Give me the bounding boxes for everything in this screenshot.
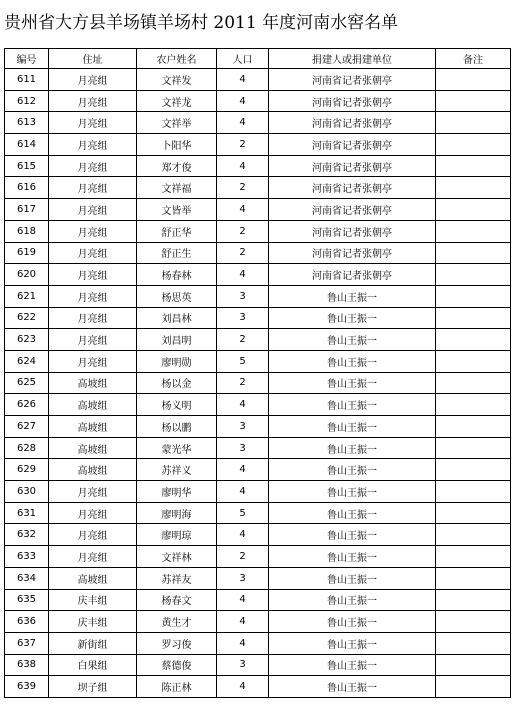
cell-remarks [436,567,511,589]
header-row [5,49,511,69]
cell-remarks [436,459,511,481]
cell-household-name: 郑才俊 [137,155,217,177]
cell-donor: 河南省记者张朝亭 [269,155,436,177]
cell-population: 4 [217,69,269,91]
cell-address: 月亮组 [49,242,137,264]
cell-population: 2 [217,546,269,568]
cell-household-name: 罗习俊 [137,632,217,654]
cell-remarks [436,90,511,112]
cell-address: 庆丰组 [49,589,137,611]
cell-population: 2 [217,329,269,351]
cell-donor: 鲁山王振一 [269,372,436,394]
cell-donor: 河南省记者张朝亭 [269,112,436,134]
cell-remarks [436,502,511,524]
cell-remarks [436,69,511,91]
cell-donor: 鲁山王振一 [269,329,436,351]
cell-remarks [436,481,511,503]
cell-population: 2 [217,177,269,199]
cell-remarks [436,350,511,372]
cell-remarks [436,220,511,242]
cell-remarks [436,416,511,438]
table-row [5,220,511,242]
cell-remarks [436,199,511,221]
cell-household-name: 黄生才 [137,611,217,633]
table-row [5,632,511,654]
table-row [5,264,511,286]
cell-address: 高坡组 [49,394,137,416]
cell-remarks [436,632,511,654]
cell-remarks [436,524,511,546]
cell-population: 2 [217,220,269,242]
table-row [5,459,511,481]
cell-remarks [436,589,511,611]
cell-remarks [436,307,511,329]
cell-remarks [436,437,511,459]
cell-remarks [436,242,511,264]
cell-number: 633 [5,546,49,568]
cell-population: 4 [217,524,269,546]
cell-address: 新街组 [49,632,137,654]
cell-address: 月亮组 [49,177,137,199]
cell-number: 614 [5,134,49,156]
cell-number: 634 [5,567,49,589]
cell-remarks [436,654,511,676]
cell-remarks [436,611,511,633]
cell-remarks [436,676,511,698]
cell-address: 月亮组 [49,220,137,242]
table-row [5,416,511,438]
cell-number: 636 [5,611,49,633]
cell-number: 616 [5,177,49,199]
cell-remarks [436,112,511,134]
table-row [5,155,511,177]
table-row [5,654,511,676]
cell-population: 3 [217,285,269,307]
table-row [5,112,511,134]
cell-household-name: 文祥龙 [137,90,217,112]
table-row [5,177,511,199]
cell-number: 621 [5,285,49,307]
cell-number: 635 [5,589,49,611]
cell-number: 613 [5,112,49,134]
cell-address: 月亮组 [49,134,137,156]
cell-household-name: 文皆举 [137,199,217,221]
cell-household-name: 卜阳华 [137,134,217,156]
table-row [5,567,511,589]
cell-address: 月亮组 [49,69,137,91]
cell-population: 2 [217,134,269,156]
cell-household-name: 文祥林 [137,546,217,568]
cell-donor: 河南省记者张朝亭 [269,242,436,264]
header-address: 住址 [49,49,137,69]
table-header [5,49,511,69]
cell-population: 4 [217,112,269,134]
cell-household-name: 苏祥友 [137,567,217,589]
cell-household-name: 廖明勋 [137,350,217,372]
cell-donor: 河南省记者张朝亭 [269,69,436,91]
cell-address: 月亮组 [49,112,137,134]
table-row [5,481,511,503]
cell-donor: 鲁山王振一 [269,676,436,698]
cell-address: 高坡组 [49,372,137,394]
cell-population: 4 [217,481,269,503]
cell-number: 611 [5,69,49,91]
cell-donor: 河南省记者张朝亭 [269,90,436,112]
table-row [5,502,511,524]
cell-donor: 鲁山王振一 [269,437,436,459]
cell-number: 626 [5,394,49,416]
cell-address: 庆丰组 [49,611,137,633]
cell-population: 3 [217,416,269,438]
table-row [5,611,511,633]
cell-remarks [436,177,511,199]
table-body [5,69,511,698]
header-donor: 捐建人或捐建单位 [269,49,436,69]
cell-household-name: 杨义明 [137,394,217,416]
cell-household-name: 杨以鹏 [137,416,217,438]
header-population: 人口 [217,49,269,69]
cell-address: 月亮组 [49,546,137,568]
table-row [5,350,511,372]
cell-population: 3 [217,437,269,459]
cell-donor: 河南省记者张朝亭 [269,199,436,221]
table-row [5,546,511,568]
cell-household-name: 蔡德俊 [137,654,217,676]
cell-donor: 河南省记者张朝亭 [269,264,436,286]
cell-population: 3 [217,307,269,329]
table-row [5,437,511,459]
cell-donor: 鲁山王振一 [269,307,436,329]
cell-household-name: 蒙光华 [137,437,217,459]
header-remarks: 备注 [436,49,511,69]
cell-household-name: 杨思英 [137,285,217,307]
cell-population: 4 [217,632,269,654]
cell-number: 638 [5,654,49,676]
cell-household-name: 廖明海 [137,502,217,524]
cell-address: 高坡组 [49,416,137,438]
cell-number: 630 [5,481,49,503]
cell-population: 4 [217,155,269,177]
cell-donor: 鲁山王振一 [269,459,436,481]
cell-address: 月亮组 [49,524,137,546]
table-row [5,394,511,416]
cell-donor: 鲁山王振一 [269,654,436,676]
cell-remarks [436,372,511,394]
cell-donor: 鲁山王振一 [269,394,436,416]
cell-number: 620 [5,264,49,286]
cell-population: 5 [217,502,269,524]
cell-number: 629 [5,459,49,481]
cell-household-name: 文祥发 [137,69,217,91]
cell-address: 月亮组 [49,285,137,307]
cell-household-name: 杨春文 [137,589,217,611]
cell-address: 月亮组 [49,90,137,112]
cell-donor: 河南省记者张朝亭 [269,220,436,242]
cell-population: 4 [217,394,269,416]
cell-address: 高坡组 [49,437,137,459]
cell-population: 3 [217,654,269,676]
cell-population: 4 [217,676,269,698]
cell-population: 2 [217,372,269,394]
water-cellar-list-table [4,48,511,698]
cell-number: 615 [5,155,49,177]
cell-remarks [436,134,511,156]
cell-donor: 鲁山王振一 [269,632,436,654]
cell-address: 月亮组 [49,481,137,503]
cell-address: 高坡组 [49,567,137,589]
cell-population: 4 [217,199,269,221]
cell-number: 628 [5,437,49,459]
cell-number: 612 [5,90,49,112]
cell-population: 4 [217,90,269,112]
cell-donor: 河南省记者张朝亭 [269,177,436,199]
cell-household-name: 文祥举 [137,112,217,134]
cell-remarks [436,329,511,351]
cell-household-name: 廖明华 [137,481,217,503]
table-row [5,69,511,91]
cell-population: 3 [217,567,269,589]
cell-household-name: 舒正华 [137,220,217,242]
cell-population: 5 [217,350,269,372]
cell-address: 高坡组 [49,459,137,481]
cell-donor: 鲁山王振一 [269,611,436,633]
cell-population: 4 [217,459,269,481]
cell-address: 月亮组 [49,502,137,524]
cell-address: 月亮组 [49,155,137,177]
cell-address: 白果组 [49,654,137,676]
cell-number: 632 [5,524,49,546]
cell-remarks [436,155,511,177]
cell-household-name: 苏祥义 [137,459,217,481]
cell-household-name: 杨春林 [137,264,217,286]
cell-number: 623 [5,329,49,351]
cell-address: 月亮组 [49,199,137,221]
cell-household-name: 刘昌明 [137,329,217,351]
table-row [5,329,511,351]
cell-population: 4 [217,264,269,286]
cell-address: 月亮组 [49,264,137,286]
table-row [5,676,511,698]
cell-address: 月亮组 [49,307,137,329]
header-number: 编号 [5,49,49,69]
table-row [5,285,511,307]
cell-address: 坝子组 [49,676,137,698]
cell-household-name: 杨以金 [137,372,217,394]
cell-household-name: 廖明琼 [137,524,217,546]
table-row [5,242,511,264]
cell-donor: 鲁山王振一 [269,285,436,307]
cell-number: 627 [5,416,49,438]
cell-number: 624 [5,350,49,372]
document-title: 贵州省大方县羊场镇羊场村 2011 年度河南水窖名单 [4,13,399,33]
table-row [5,372,511,394]
cell-population: 4 [217,611,269,633]
cell-population: 4 [217,589,269,611]
cell-number: 622 [5,307,49,329]
cell-household-name: 陈正林 [137,676,217,698]
cell-remarks [436,264,511,286]
cell-donor: 鲁山王振一 [269,567,436,589]
cell-household-name: 文祥福 [137,177,217,199]
cell-number: 631 [5,502,49,524]
cell-donor: 鲁山王振一 [269,589,436,611]
cell-household-name: 舒正生 [137,242,217,264]
cell-household-name: 刘昌林 [137,307,217,329]
header-household-name: 农户姓名 [137,49,217,69]
cell-number: 639 [5,676,49,698]
cell-address: 月亮组 [49,350,137,372]
cell-donor: 鲁山王振一 [269,481,436,503]
cell-number: 618 [5,220,49,242]
table-row [5,589,511,611]
cell-number: 617 [5,199,49,221]
table-row [5,90,511,112]
cell-donor: 河南省记者张朝亭 [269,134,436,156]
cell-number: 637 [5,632,49,654]
cell-number: 625 [5,372,49,394]
cell-donor: 鲁山王振一 [269,524,436,546]
cell-donor: 鲁山王振一 [269,502,436,524]
table-row [5,199,511,221]
table-row [5,307,511,329]
cell-address: 月亮组 [49,329,137,351]
cell-donor: 鲁山王振一 [269,416,436,438]
cell-number: 619 [5,242,49,264]
cell-remarks [436,546,511,568]
table-row [5,134,511,156]
cell-population: 2 [217,242,269,264]
cell-remarks [436,285,511,307]
cell-remarks [436,394,511,416]
cell-donor: 鲁山王振一 [269,546,436,568]
table-row [5,524,511,546]
cell-donor: 鲁山王振一 [269,350,436,372]
